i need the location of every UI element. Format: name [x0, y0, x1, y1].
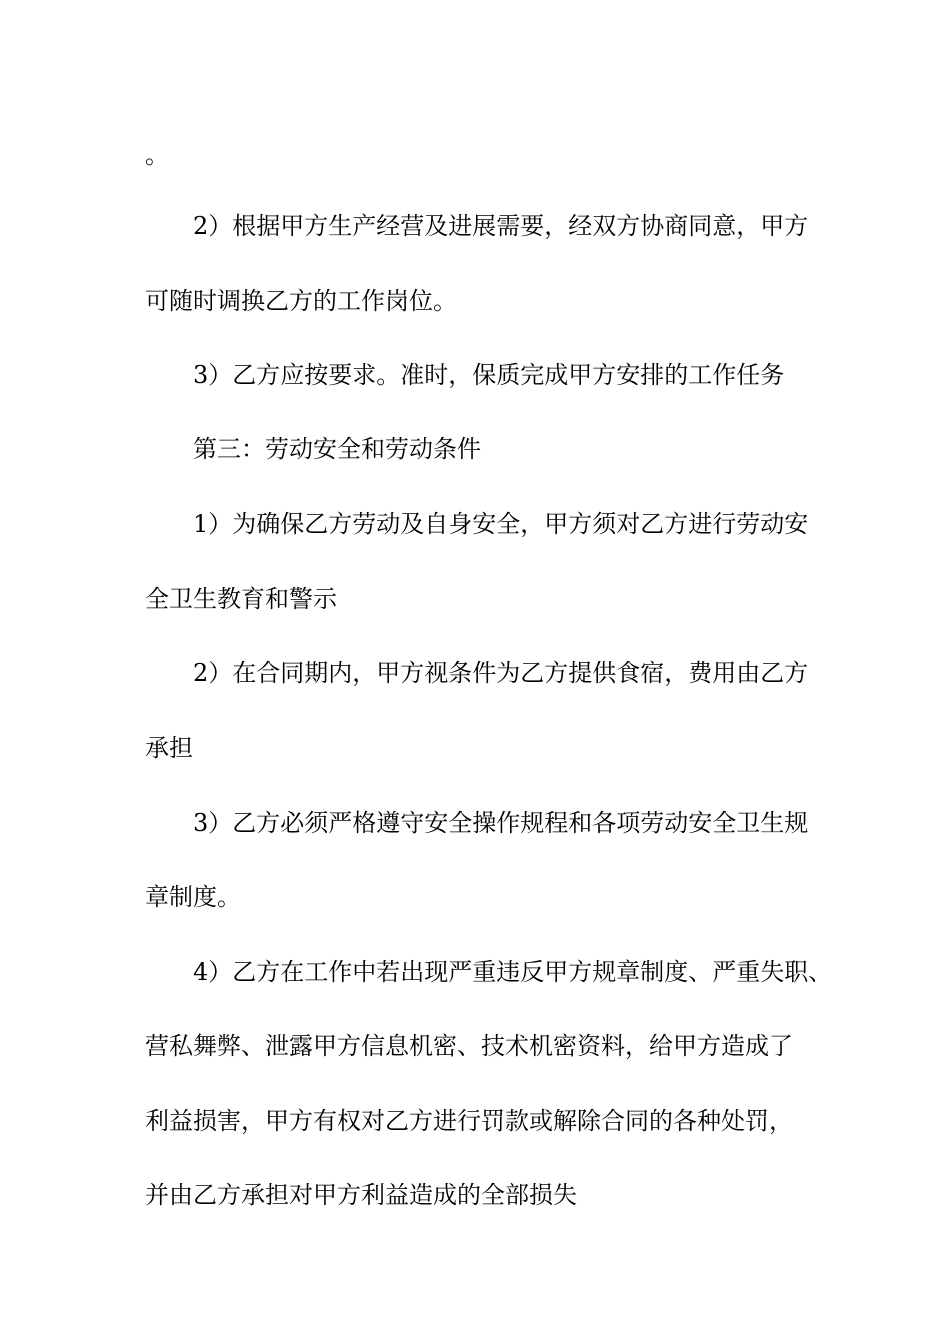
text-line: 承担 [145, 734, 193, 762]
text-line: 章制度。 [145, 883, 241, 911]
text-line: 营私舞弊、泄露甲方信息机密、技术机密资料，给甲方造成了 [145, 1032, 793, 1060]
text-line: 3）乙方应按要求。准时，保质完成甲方安排的工作任务 [193, 361, 785, 389]
text-line: 利益损害，甲方有权对乙方进行罚款或解除合同的各种处罚， [145, 1107, 793, 1135]
text-line: 并由乙方承担对甲方利益造成的全部损失 [145, 1181, 577, 1209]
text-line: 全卫生教育和警示 [145, 585, 337, 613]
text-line: 4）乙方在工作中若出现严重违反甲方规章制度、严重失职、 [193, 958, 833, 986]
text-line: 可随时调换乙方的工作岗位。 [145, 287, 457, 315]
text-line: 2）在合同期内，甲方视条件为乙方提供食宿，费用由乙方 [193, 659, 809, 687]
text-line: 3）乙方必须严格遵守安全操作规程和各项劳动安全卫生规 [193, 809, 809, 837]
text-line: 2）根据甲方生产经营及进展需要，经双方协商同意，甲方 [193, 212, 809, 240]
text-line: 。 [145, 141, 169, 169]
text-line: 1）为确保乙方劳动及自身安全，甲方须对乙方进行劳动安 [193, 510, 809, 538]
section-heading: 第三：劳动安全和劳动条件 [193, 435, 481, 463]
